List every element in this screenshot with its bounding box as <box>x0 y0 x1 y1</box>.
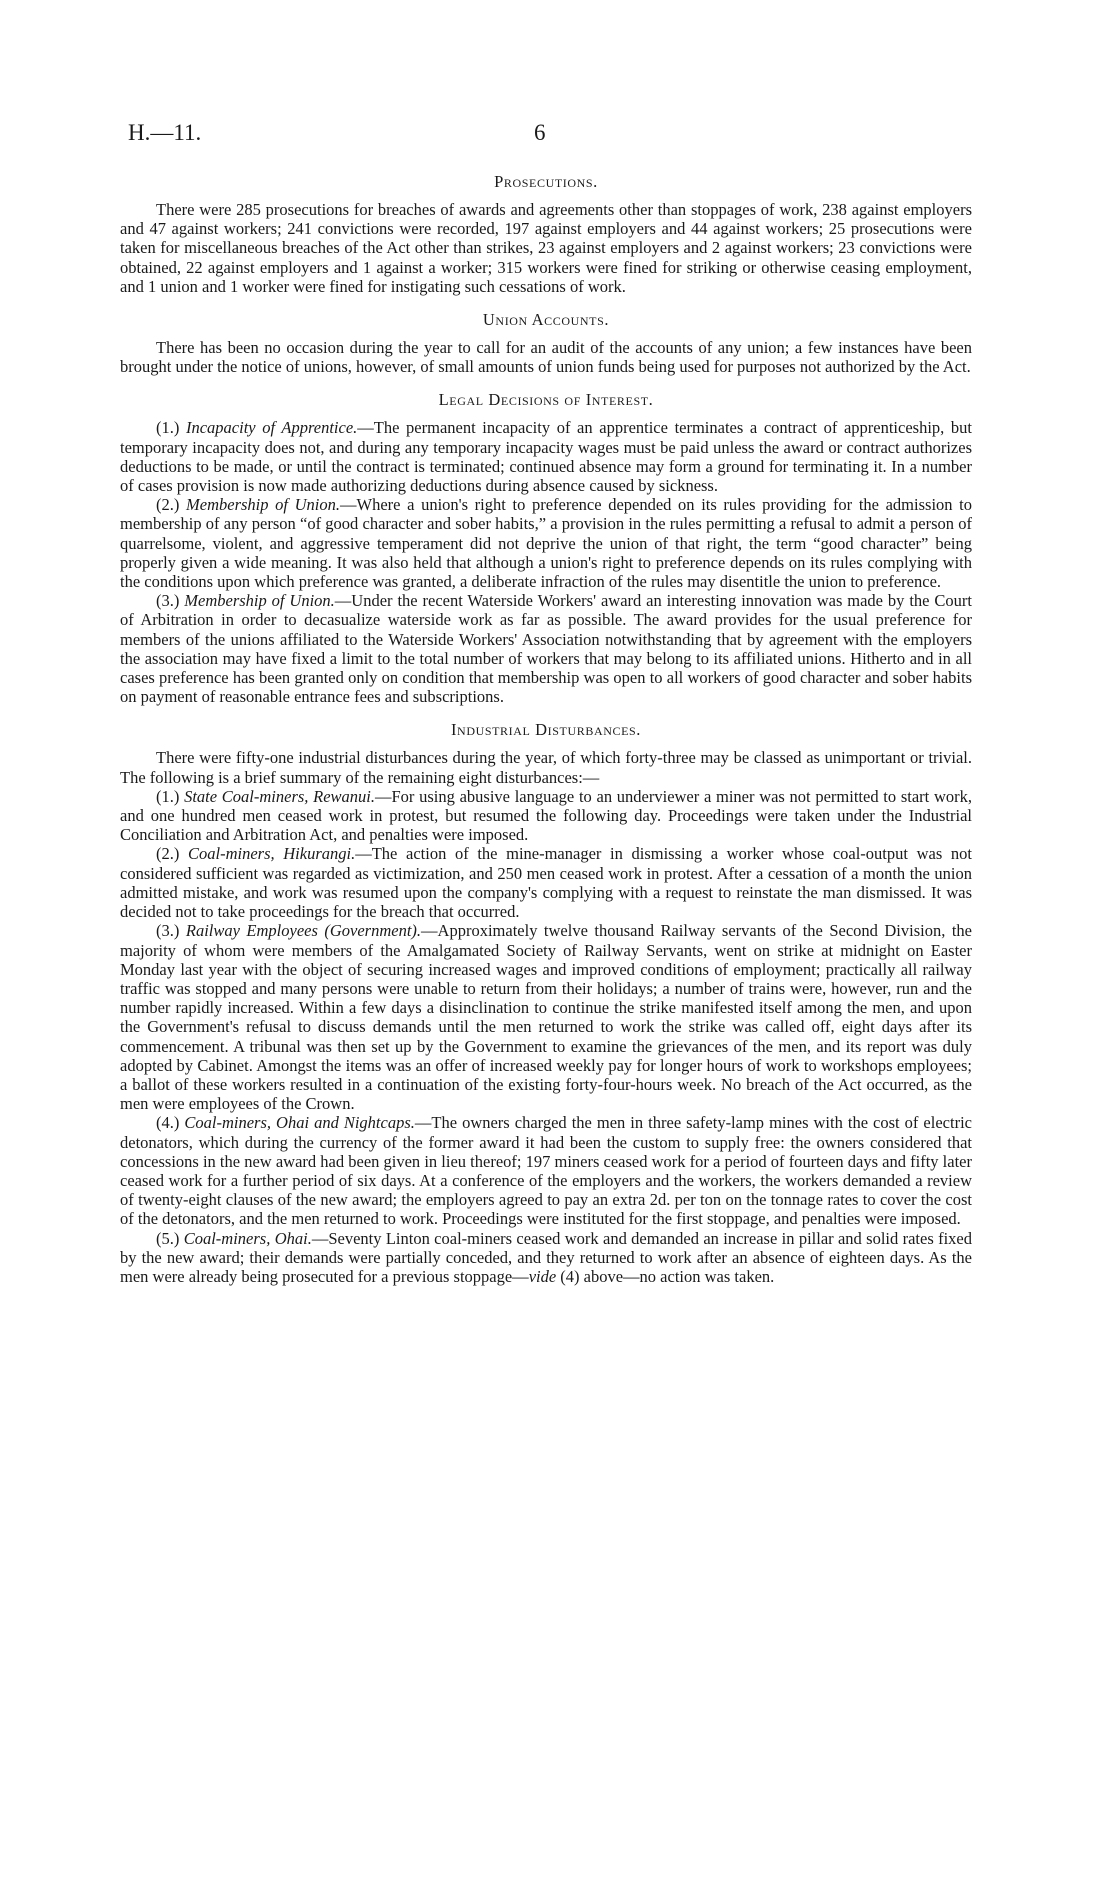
paragraph <box>120 200 972 296</box>
section-heading: Union Accounts. <box>482 310 610 330</box>
item-number: (1.) <box>156 418 186 438</box>
latin-term: vide <box>528 1266 557 1286</box>
item-title: Membership of Union. <box>184 591 335 611</box>
item-title: Incapacity of Apprentice. <box>185 418 358 438</box>
paragraph-text: —For using abusive language to an underviewer a miner was not permitted to start work, and one hundred men ceased work in protest, but resumed the following day. Proceedings were taken under the Industrial Conciliation and Arbitration Act, and penalties were imposed. <box>120 786 972 845</box>
paragraph-text: —Seventy Linton coal-miners ceased work and demanded an increase in pillar and solid rates fixed by the new award; their demands were partially conceded, and they returned to work after an absence of eighteen days. As the men were already being prosecuted for a previous stoppage— <box>120 1228 972 1286</box>
paragraph <box>120 787 972 845</box>
section-union-accounts <box>120 310 972 376</box>
item-number: (4.) <box>156 1113 185 1133</box>
item-number: (2.) <box>156 844 188 864</box>
document-page <box>120 120 972 1286</box>
page-header <box>120 120 972 160</box>
paragraph-text: There were fifty-one industrial disturbances during the year, of which forty-three may be classed as unimportant or trivial. The following is a brief summary of the remaining eight disturbances:— <box>120 748 972 787</box>
paragraph-text: —The owners charged the men in three safety-lamp mines with the cost of electric detonators, which during the currency of the former award it had been the custom to supply free: the owners considered that concessions in the new award had been given in lieu thereof; 197 miners ceased work for a period of fourteen days and fifty later ceased work for a further period of six days. At a conference of the employers and the workers, the workers demanded a review of twenty-eight clauses of the new award; the employers agreed to pay an extra 2d. per ton on the tonnage rates to cover the cost of the detonators, and the men returned to work. Proceedings were instituted for the first stoppage, and penalties were imposed. <box>120 1113 972 1229</box>
item-number: (3.) <box>156 921 186 941</box>
paragraph-text: —Under the recent Waterside Workers' award an interesting innovation was made by the Court of Arbitration in order to decasualize waterside work as far as possible. The award provides for the usual preference for members of the unions affiliated to the Waterside Workers' Association notwithstanding that by agreement with the employers the association may have fixed a limit to the total number of workers that may belong to its affiliated unions. Hitherto and in all cases preference has been granted only on condition that membership was open to all workers of good character and sober habits on payment of reasonable entrance fees and subscriptions. <box>120 591 972 707</box>
item-number: (3.) <box>156 591 185 611</box>
item-title: Membership of Union. <box>186 495 340 515</box>
paragraph <box>120 418 972 495</box>
paragraph <box>120 338 972 376</box>
section-industrial-disturbances <box>120 720 972 1286</box>
paragraph <box>120 1113 972 1228</box>
item-title: Coal-miners, Ohai and Nightcaps. <box>184 1113 415 1133</box>
section-legal-decisions <box>120 390 972 706</box>
paragraph <box>120 844 972 921</box>
paragraph <box>120 748 972 786</box>
item-number: (5.) <box>156 1228 184 1248</box>
section-heading: Legal Decisions of Interest. <box>438 390 654 410</box>
item-title: Railway Employees (Government). <box>185 921 422 941</box>
paragraph-text: —Approximately twelve thousand Railway servants of the Second Division, the majority of whom were members of the Amalgamated Society of Railway Servants, went on strike at midnight on Easter Monday last year with the object of securing increased wages and improved conditions of employment; practically all railway traffic was stopped and many persons were unable to return from their holidays; a number of trains were, however, run and the number rapidly increased. Within a few days a disinclination to continue the strike manifested itself among the men, and upon the Government's refusal to discuss demands until the men returned to work the strike was called off, eight days after its commencement. A tribunal was then set up by the Government to examine the grievances of the men, and its report was duly adopted by Cabinet. Amongst the items was an offer of increased weekly pay for longer hours of work to workshops employees; a ballot of these workers resulted in a continuation of the existing forty-four-hours week. No breach of the Act occurred, as the men were employees of the Crown. <box>120 921 973 1114</box>
section-heading: Industrial Disturbances. <box>450 720 642 740</box>
item-number: (1.) <box>156 786 185 806</box>
item-number: (2.) <box>156 495 187 515</box>
page-number: 6 <box>534 120 546 145</box>
item-title: Coal-miners, Ohai. <box>183 1228 312 1248</box>
paragraph-text: There were 285 prosecutions for breaches of awards and agreements other than stoppages of work, 238 against employers and 47 against workers; 241 convictions were recorded, 197 against employers and 44 against workers; 25 prosecutions were taken for miscellaneous breaches of the Act other than strikes, 23 against employers and 2 against workers; 23 convictions were obtained, 22 against employers and 1 against a worker; 315 workers were fined for striking or otherwise ceasing employment, and 1 union and 1 worker were fined for instigating such cessations of work. <box>120 200 972 296</box>
paragraph-text: —The action of the mine-manager in dismissing a worker whose coal-output was not considered sufficient was regarded as victimization, and 250 men ceased work in protest. After a cessation of a month the union admitted mistake, and work was resumed upon the company's complying with a request to reinstate the man dismissed. It was decided not to take proceedings for the breach that occurred. <box>120 844 972 922</box>
item-title: State Coal-miners, Rewanui. <box>184 786 375 806</box>
section-prosecutions <box>120 172 972 296</box>
item-title: Coal-miners, Hikurangi. <box>188 844 356 864</box>
paragraph <box>120 591 972 706</box>
document-reference: H.—11. <box>128 120 202 145</box>
paragraph <box>120 1229 972 1287</box>
section-heading: Prosecutions. <box>494 172 598 191</box>
paragraph-text: —The permanent incapacity of an apprentice terminates a contract of apprenticeship, but temporary incapacity does not, and during any temporary incapacity wages must be paid unless the award or contract authorizes deductions to be made, or until the contract is terminated; continued absence may form a ground for terminating it. In a number of cases provision is now made authorizing deductions during absence caused by sickness. <box>120 418 972 496</box>
paragraph <box>120 921 972 1113</box>
paragraph <box>120 495 972 591</box>
paragraph-text-end: (4) above—no action was taken. <box>556 1266 775 1286</box>
paragraph-text: —Where a union's right to preference depended on its rules providing for the admission to membership of any person “of good character and sober habits,” a provision in the rules permitting a refusal to admit a person of quarrelsome, violent, and aggressive temperament did not deprive the union of that right, the term “good character” being properly given a wide meaning. It was also held that although a union's right to preference depends on its rules complying with the conditions upon which preference was granted, a deliberate infraction of the rules may disentitle the union to preference. <box>120 495 973 592</box>
paragraph-text: There has been no occasion during the year to call for an audit of the accounts of any union; a few instances have been brought under the notice of unions, however, of small amounts of union funds being used for purposes not authorized by the Act. <box>120 338 972 377</box>
